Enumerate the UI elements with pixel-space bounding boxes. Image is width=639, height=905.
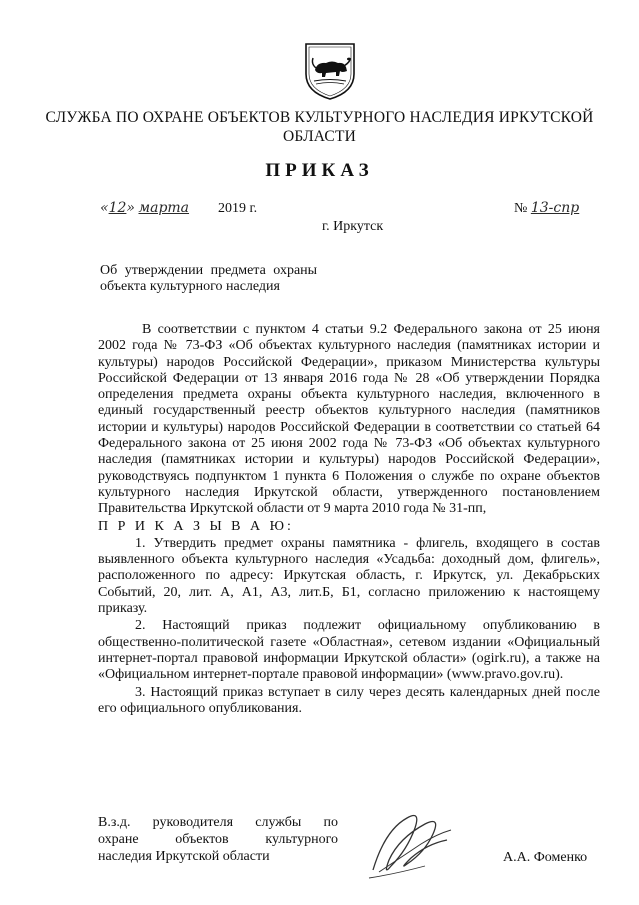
- signatory-line-3: наследия Иркутской области: [98, 849, 270, 864]
- document-type-title: ПРИКАЗ: [265, 160, 374, 181]
- document-subject: [100, 263, 317, 295]
- signer-name: А.А. Фоменко: [503, 850, 588, 865]
- document-number: [514, 200, 579, 217]
- handwritten-signature-icon: [355, 800, 475, 890]
- date-day: 12: [108, 200, 127, 216]
- order-word: П Р И К А З Ы В А Ю:: [98, 518, 294, 534]
- number-value: 13-спр: [530, 200, 580, 216]
- city: г. Иркутск: [322, 219, 384, 234]
- organization-name: [40, 108, 599, 146]
- number-prefix: №: [514, 201, 528, 216]
- order-item-1: 1. Утвердить предмет охраны памятника - флигель, входящего в состав выявленного объекта культурного наследия «Усадьба: доходный дом, флигель», расположенного по адресу: Иркутская область, г. Иркутск, ул. Декабрьских Событий, 20, лит. А, А1, А3, лит.Б, Б1, согласно приложению к настоящему приказу.: [98, 535, 600, 617]
- date-close-quote: »: [126, 200, 135, 216]
- organization-line-1: СЛУЖБА ПО ОХРАНЕ ОБЪЕКТОВ КУЛЬТУРНОГО НАСЛЕДИЯ ИРКУТСКОЙ: [45, 109, 594, 126]
- date-month: марта: [138, 200, 190, 216]
- document-date: [100, 200, 257, 217]
- preamble-paragraph: В соответствии с пунктом 4 статьи 9.2 Федерального закона от 25 июня 2002 года № 73-ФЗ «Об объектах культурного наследия (памятниках истории и культуры) народов Российской Федерации», приказом Министерства культуры Российской Федерации от 13 января 2016 года № 28 «Об утверждении Порядка определения предмета охраны объекта культурного наследия, включенного в единый государственный реестр объектов культурного наследия (памятников истории и культуры) народов Российской Федерации в соответствии со статьей 64 Федерального закона от 25 июня 2002 года № 73-ФЗ «Об объектах культурного наследия (памятниках истории и культуры) народов Российской Федерации», руководствуясь подпунктом 1 пункта 6 Положения о службе по охране объектов культурного наследия Иркутской области, утвержденного постановлением Правительства Иркутской области от 9 марта 2010 года № 31-пп,: [98, 322, 600, 517]
- signatory-position: [98, 814, 338, 865]
- date-open-quote: «: [100, 200, 109, 216]
- organization-line-2: ОБЛАСТИ: [282, 128, 357, 145]
- subject-line-1: Об утверждении предмета охраны: [100, 263, 318, 278]
- order-item-2: 2. Настоящий приказ подлежит официальному опубликованию в общественно-политической газете «Областная», сетевом издании «Официальный интернет-портал правовой информации Иркутской области» (ogirk.ru), а также на «Официальном интернет-портале правовой информации» (www.pravo.gov.ru).: [98, 618, 600, 683]
- signatory-line-1: В.з.д. руководителя службы по: [98, 815, 338, 830]
- coat-of-arms-icon: [302, 40, 358, 102]
- order-item-3: 3. Настоящий приказ вступает в силу через десять календарных дней после его официального опубликования.: [98, 684, 600, 716]
- subject-line-2: объекта культурного наследия: [100, 279, 280, 294]
- signatory-line-2: охране объектов культурного: [98, 832, 338, 847]
- date-year: 2019 г.: [217, 201, 258, 216]
- document-body: [98, 322, 600, 717]
